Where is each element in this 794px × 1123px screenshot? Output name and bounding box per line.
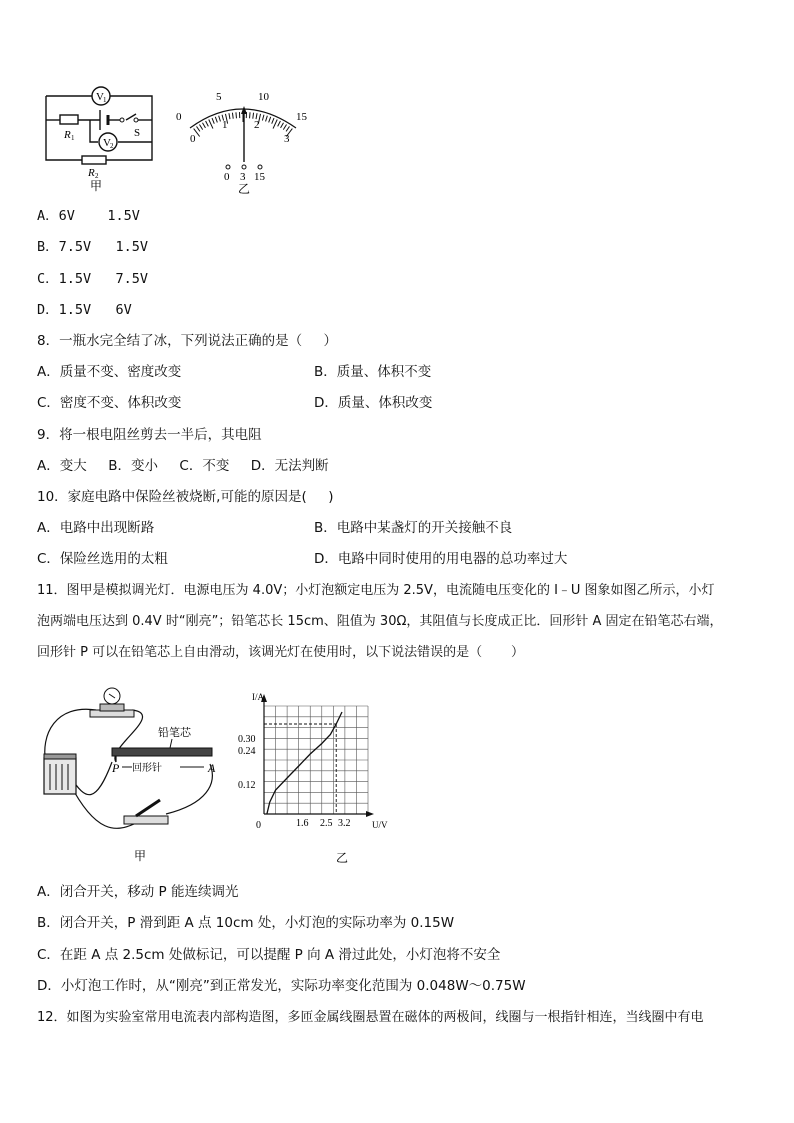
dial-tick bbox=[281, 123, 284, 128]
y-tick-030: 0.30 bbox=[238, 734, 256, 745]
q7-option-b: B．7.5V 1.5V bbox=[37, 239, 149, 255]
dial-tick bbox=[229, 113, 230, 119]
clip-a-label: A bbox=[208, 761, 216, 775]
dial-bottom-0: 0 bbox=[190, 133, 196, 145]
circuit-diagram-jia bbox=[40, 84, 160, 194]
graph-x-label: U/V bbox=[372, 820, 388, 830]
dial-tick bbox=[219, 116, 221, 122]
q11-stem-line1: 11．图甲是模拟调光灯．电源电压为 4.0V；小灯泡额定电压为 2.5V，电流随电压变化的 I﹣U 图象如图乙所示，小灯 bbox=[37, 583, 715, 598]
dial-tick bbox=[272, 118, 274, 124]
x-tick-25: 2.5 bbox=[320, 818, 333, 829]
q10-option-a: A．电路中出现断路 bbox=[37, 520, 155, 536]
q10-stem: 10．家庭电路中保险丝被烧断,可能的原因是( ) bbox=[37, 489, 334, 505]
graph-caption-yi: 乙 bbox=[336, 851, 349, 865]
x-tick-0: 0 bbox=[256, 820, 261, 831]
v2-label: V bbox=[103, 137, 111, 149]
dial-tick bbox=[202, 123, 205, 128]
terminal-3: 3 bbox=[240, 171, 246, 183]
pencil-lead-label: 铅笔芯 bbox=[158, 726, 191, 739]
q11-stem-line2: 泡两端电压达到 0.4V 时“刚亮”；铅笔芯长 15cm、阻值为 30Ω，其阻值与长度成正比．回形针 A 固定在铅笔芯右端， bbox=[37, 614, 723, 629]
v1-label: V bbox=[96, 91, 104, 103]
q7-option-c: C．1.5V 7.5V bbox=[37, 271, 149, 287]
dial-tick bbox=[206, 121, 209, 126]
q11-option-b: B．闭合开关，P 滑到距 A 点 10cm 处，小灯泡的实际功率为 0.15W bbox=[37, 915, 455, 931]
y-tick-024: 0.24 bbox=[238, 746, 256, 757]
v2-sub: 2 bbox=[110, 142, 114, 150]
q7-option-d: D．1.5V 6V bbox=[37, 302, 132, 318]
q9-stem: 9．将一根电阻丝剪去一半后，其电阻 bbox=[37, 427, 262, 443]
x-tick-16: 1.6 bbox=[296, 818, 309, 829]
dial-bottom-1: 1 bbox=[222, 119, 228, 131]
dial-tick bbox=[212, 118, 214, 124]
q9-options: A．变大 B．变小 C．不变 D．无法判断 bbox=[37, 458, 329, 474]
r1-label: R bbox=[64, 129, 71, 141]
iu-curve bbox=[267, 712, 342, 814]
dial-tick bbox=[278, 121, 281, 126]
r1-sub: 1 bbox=[71, 134, 75, 142]
dial-tick bbox=[262, 115, 264, 121]
q8-option-a: A．质量不变、密度改变 bbox=[37, 364, 182, 380]
q7-option-a: A．6V 1.5V bbox=[37, 208, 140, 224]
dial-tick bbox=[250, 112, 251, 118]
dial-top-0: 0 bbox=[176, 111, 182, 123]
dial-tick bbox=[232, 113, 233, 119]
q11-option-d: D．小灯泡工作时，从“刚亮”到正常发光，实际功率变化范围为 0.048W～0.75W bbox=[37, 978, 526, 994]
q11-option-c: C．在距 A 点 2.5cm 处做标记，可以提醒 P 向 A 滑过此处，小灯泡将不安全 bbox=[37, 947, 501, 963]
caption-yi: 乙 bbox=[238, 182, 251, 196]
q10-option-b: B．电路中某盏灯的开关接触不良 bbox=[314, 520, 513, 536]
dial-tick bbox=[209, 119, 213, 128]
dial-tick bbox=[197, 126, 200, 131]
r2-sub: 2 bbox=[95, 172, 99, 180]
voltmeter-dial-yi bbox=[172, 84, 318, 196]
dial-tick bbox=[273, 119, 277, 128]
dial-bottom-2: 2 bbox=[254, 119, 260, 131]
r2-label: R bbox=[88, 167, 95, 179]
dial-tick bbox=[286, 126, 289, 131]
iu-graph-yi bbox=[234, 686, 404, 866]
v1-sub: 1 bbox=[103, 96, 107, 104]
q10-option-d: D．电路中同时使用的用电器的总功率过大 bbox=[314, 551, 568, 567]
dial-top-15: 15 bbox=[296, 111, 307, 123]
q11-stem-line3: 回形针 P 可以在铅笔芯上自由滑动，该调光灯在使用时，以下说法错误的是（ ） bbox=[37, 645, 525, 660]
dial-tick bbox=[269, 117, 271, 123]
dial-tick bbox=[199, 125, 202, 130]
dimmer-circuit-jia bbox=[36, 684, 236, 866]
switch-label: S bbox=[134, 127, 141, 139]
dial-tick bbox=[253, 113, 254, 119]
dial-bottom-3: 3 bbox=[284, 133, 290, 145]
q8-option-d: D．质量、体积改变 bbox=[314, 395, 433, 411]
clip-p-label: P bbox=[112, 761, 120, 775]
x-tick-32: 3.2 bbox=[338, 818, 351, 829]
dimmer-caption-jia: 甲 bbox=[134, 849, 147, 863]
graph-y-label: I/A bbox=[252, 692, 264, 702]
dial-tick bbox=[236, 112, 237, 118]
q11-option-a: A．闭合开关，移动 P 能连续调光 bbox=[37, 884, 239, 900]
clip-label: 回形针 bbox=[132, 763, 162, 774]
q8-option-b: B．质量、体积不变 bbox=[314, 364, 432, 380]
dial-tick bbox=[266, 116, 268, 122]
caption-jia: 甲 bbox=[90, 179, 103, 193]
dial-top-5: 5 bbox=[216, 91, 222, 103]
dial-tick bbox=[283, 125, 286, 130]
terminal-0: 0 bbox=[224, 171, 230, 183]
q10-option-c: C．保险丝选用的太粗 bbox=[37, 551, 168, 567]
dial-tick bbox=[215, 117, 217, 123]
q8-stem: 8．一瓶水完全结了冰，下列说法正确的是（ ） bbox=[37, 333, 338, 349]
y-tick-012: 0.12 bbox=[238, 780, 256, 791]
q12-stem-line1: 12．如图为实验室常用电流表内部构造图，多匝金属线圈悬置在磁体的两极间，线圈与一根指针相连，当线圈中有电 bbox=[37, 1010, 704, 1025]
terminal-15: 15 bbox=[254, 171, 265, 183]
q8-option-c: C．密度不变、体积改变 bbox=[37, 395, 182, 411]
dial-top-10: 10 bbox=[258, 91, 269, 103]
